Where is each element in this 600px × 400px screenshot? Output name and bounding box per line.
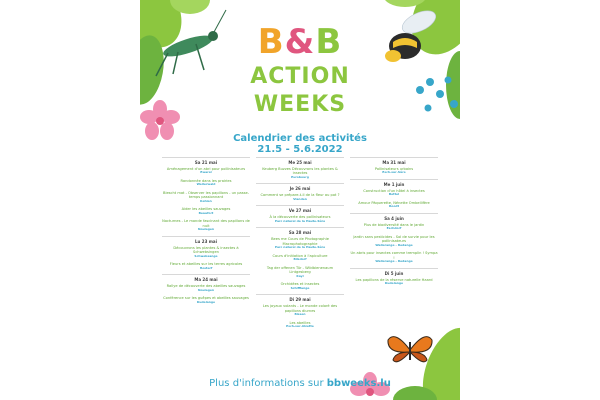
event-item — [162, 167, 250, 175]
day-label: Lu 23 mai — [195, 238, 217, 244]
calendar-column — [350, 157, 438, 333]
event-place: Beaufort — [198, 210, 214, 215]
event-item — [350, 223, 438, 231]
event-item — [256, 304, 344, 316]
event-title: Aménagement d'un abri pour pollinisateurs — [166, 167, 246, 171]
event-place: Schwebsange — [194, 253, 218, 258]
event-item — [162, 284, 250, 292]
event-place: Hosterf — [199, 265, 213, 270]
day-label: Di 29 mai — [289, 297, 311, 303]
event-title: Keuberg Buzzes Découvrons les plantes & insectes — [262, 167, 338, 176]
event-place: Wallerange - Redange — [375, 259, 413, 264]
event-item — [256, 254, 344, 262]
day-block — [256, 227, 344, 290]
event-place: Vianden — [293, 196, 307, 201]
event-title: Jardin sans pesticides - Sol de survie pour les pollinisateurs — [353, 235, 435, 244]
event-item — [162, 246, 250, 258]
day-label: Me 25 mai — [288, 160, 312, 165]
event-place: Esch-sur-Sûre — [382, 170, 406, 175]
butterfly-icon — [385, 330, 435, 370]
event-item — [256, 321, 344, 329]
event-item — [350, 189, 438, 197]
event-place: Eschdorf — [386, 226, 402, 231]
event-place: Roodt — [388, 204, 399, 209]
footer-link[interactable]: bbweeks.lu — [326, 378, 391, 389]
event-place: Kehlen — [200, 198, 212, 203]
event-title: Tag der offenen Tür - Wildbienenaum Lintgesberg — [266, 265, 334, 275]
event-title: Cours d'initiation à l'apiculture — [272, 253, 328, 258]
day-label: Ve 27 mai — [288, 208, 312, 214]
event-item — [256, 167, 344, 179]
event-item — [256, 215, 344, 223]
logo-action: ACTION — [250, 64, 350, 89]
day-label: Je 26 mai — [289, 186, 311, 192]
day-label: Ma 24 mai — [194, 277, 218, 283]
event-item — [162, 179, 250, 187]
footer-text: Plus d'informations sur — [209, 378, 324, 389]
event-item — [350, 235, 438, 247]
event-item — [350, 201, 438, 209]
event-place: Wallerange - Redange — [375, 242, 413, 247]
event-place: Weilerwald — [196, 182, 216, 187]
day-block — [350, 213, 438, 264]
calendar-column — [256, 157, 344, 333]
day-block — [162, 274, 250, 304]
event-item — [350, 167, 438, 175]
event-item — [256, 237, 344, 249]
event-item — [256, 282, 344, 290]
event-place: Esch-sur-Alzette — [286, 324, 314, 329]
day-block — [256, 157, 344, 179]
event-place: Ewarel — [200, 170, 212, 175]
event-place: Schifflange — [290, 285, 310, 290]
logo-weeks: WEEKS — [253, 92, 347, 117]
logo-b1: B — [257, 22, 285, 62]
event-item — [350, 278, 438, 286]
event-title: Un abris pour insectes comme tremplin ! Sympa ! — [350, 251, 438, 260]
event-title: Les papillons de la réserve naturelle Haard — [355, 277, 433, 282]
event-title: Comment se prépare-t-il de la fleur au pot ? — [260, 193, 340, 198]
event-title: Fleurs et abeilles sur les terres agricoles — [169, 262, 243, 267]
event-item — [162, 262, 250, 270]
poster — [140, 0, 460, 400]
day-label: Di 5 juin — [384, 270, 404, 276]
day-label: Me 1 juin — [383, 182, 405, 187]
event-title: Conférence sur les guêpes et abeilles sauvages — [163, 296, 249, 301]
calendar-dates: 21.5 - 5.6.2022 — [257, 144, 343, 155]
event-title: Bees me Cours de Photographie Macrophotographie — [271, 237, 329, 246]
day-block — [350, 157, 438, 175]
calendar-columns — [162, 157, 438, 333]
event-place: Parc naturel de la Haute-Sûre — [274, 245, 326, 250]
event-item — [256, 193, 344, 201]
event-title: Pollinisateurs urbains — [374, 167, 414, 171]
event-title: Rallye de découverte des abeilles sauvages — [166, 284, 246, 289]
day-label: Sa 28 mai — [288, 230, 312, 236]
event-title: Amour Pâquerette, Nénette Ombellifère — [358, 201, 430, 205]
day-label: Sa 21 mai — [194, 160, 218, 165]
event-place: Kayl — [296, 273, 304, 278]
day-block — [256, 294, 344, 328]
day-label: Sa 4 juin — [384, 216, 404, 221]
logo-bb — [140, 22, 460, 62]
footer — [140, 378, 460, 389]
event-place: Parc naturel de la Haute-Sûre — [274, 218, 326, 223]
day-block — [256, 183, 344, 201]
event-place: Noulegen — [197, 287, 215, 292]
event-title: Les abeilles — [289, 320, 311, 325]
event-item — [162, 191, 250, 203]
event-item — [350, 251, 438, 263]
event-item — [162, 296, 250, 304]
event-place: Bettel — [388, 192, 400, 197]
event-place: Bissen — [294, 312, 306, 317]
event-title: Découvrons les plantes & insectes à Schwebsingen — [173, 245, 239, 255]
day-block — [350, 179, 438, 209]
event-item — [162, 219, 250, 231]
event-place: Eurobourg — [291, 174, 309, 179]
day-label: Ma 31 mai — [382, 160, 406, 165]
event-place: Dudelange — [384, 281, 404, 286]
event-title: Nocturnes - Le monde fascinant des papillons de nuit — [162, 219, 250, 228]
day-block — [162, 236, 250, 270]
event-title: Randonnée dans les prairies — [180, 179, 232, 183]
logo-amp: & — [284, 22, 316, 62]
event-title: Construction d'un hôtel à insectes — [363, 189, 425, 193]
event-title: Biescht mat - Observer les papillons - un passe-temps passionnant — [162, 191, 250, 200]
event-place: Dudelange — [196, 299, 216, 304]
event-place: Noulegen — [197, 227, 215, 232]
event-title: À la découverte des pollinisateurs — [269, 215, 331, 220]
day-block — [350, 268, 438, 286]
day-block — [256, 205, 344, 223]
event-title: Plus de biodiversité dans le jardin — [363, 223, 425, 227]
event-item — [162, 207, 250, 215]
event-title: Orchidées et insectes — [280, 282, 320, 287]
day-block — [162, 157, 250, 232]
calendar-title: Calendrier des activités — [233, 133, 367, 144]
calendar-column — [162, 157, 250, 333]
event-place: Bilsdorf — [293, 257, 307, 262]
event-title: Les joyaux volants - Le monde coloré des papillons diurnes — [262, 304, 338, 313]
logo-b2: B — [315, 22, 343, 62]
event-title: Aider les abeilles sauvages — [181, 207, 231, 212]
event-item — [256, 266, 344, 278]
